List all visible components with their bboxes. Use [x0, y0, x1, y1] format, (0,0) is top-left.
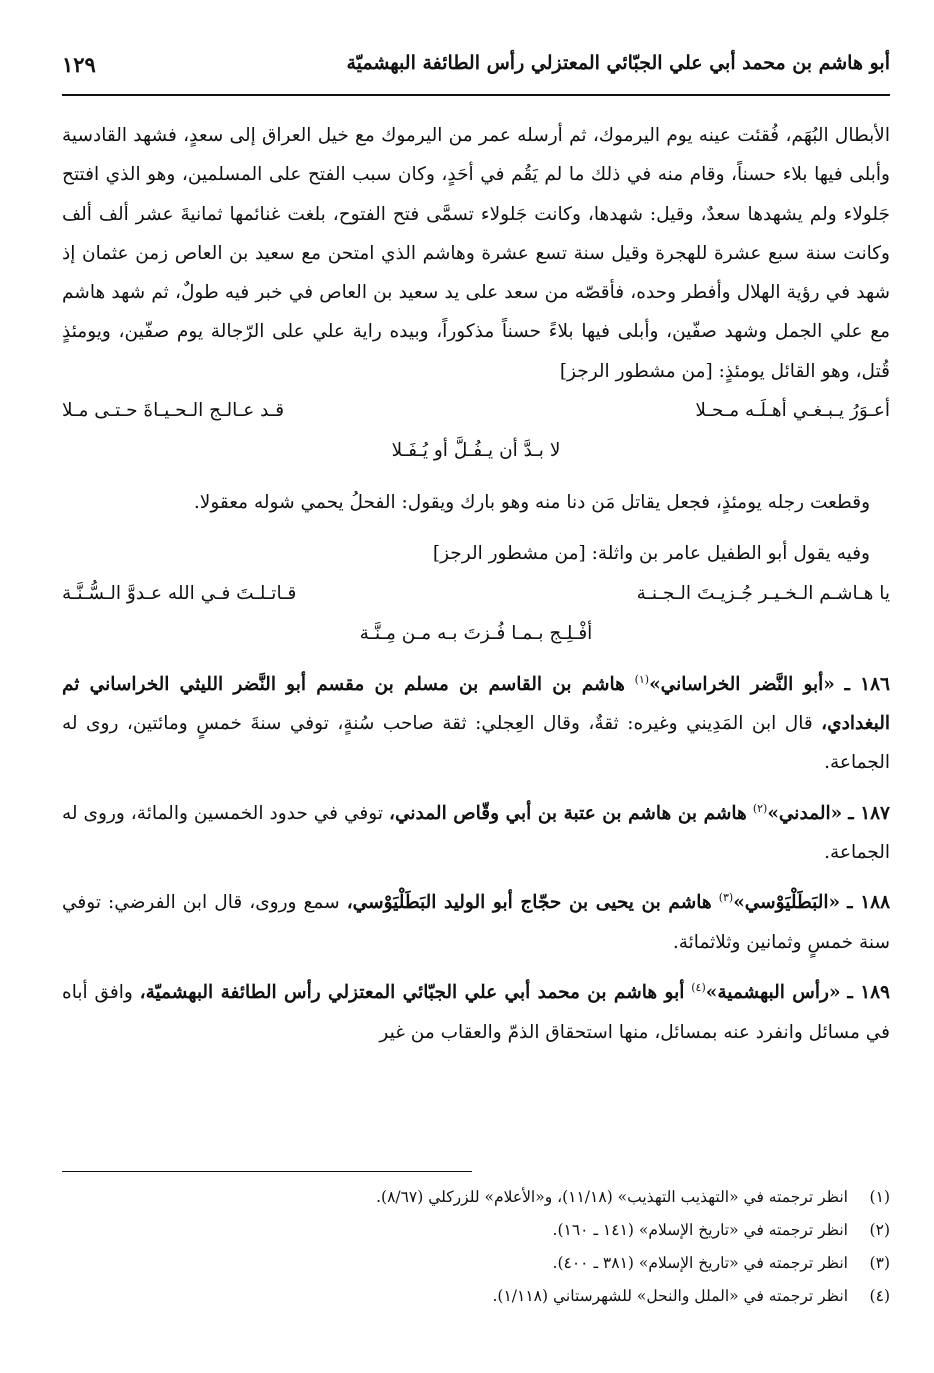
footnote-text: انظر ترجمته في «التهذيب التهذيب» (١١/١٨)، و«الأعلام» للزركلي (٨/٦٧). [376, 1188, 848, 1206]
footnote [62, 1280, 890, 1313]
footnote-rule [62, 1171, 472, 1172]
biography-entry [62, 789, 890, 873]
footnote-text: انظر ترجمته في «الملل والنحل» للشهرستاني (١/١١٨). [492, 1287, 848, 1305]
footnote-number: (١) [869, 1188, 890, 1206]
biography-entry [62, 878, 890, 962]
entry-text: سمع وروى، قال ابن الفرضي: توفي سنة خمسٍ وثمانين وثلاثمائة. [62, 892, 890, 953]
verse-hemistich: قـد عـالـج الـحـيـاةَ حـتـى مـلا [62, 400, 285, 422]
entry-number: ١٨٩ ـ [847, 982, 890, 1004]
entry-number: ١٨٦ ـ [844, 673, 890, 695]
verse-line: أفْـلِـج بـمـا فُـزتَ بـه مـن مِـنَّـة [359, 622, 593, 644]
footnote-text: انظر ترجمته في «تاريخ الإسلام» (٣٨١ ـ ٤٠٠). [552, 1254, 848, 1272]
running-title: أبو هاشم بن محمد أبي علي الجبّائي المعتزلي رأس الطائفة البهشميّة [346, 52, 890, 74]
footnotes [62, 1181, 890, 1313]
paragraph: وفيه يقول أبو الطفيل عامر بن واثلة: [من مشطور الرجز] [432, 543, 870, 565]
header-rule [62, 94, 890, 96]
entry-name: أبو هاشم بن محمد أبي علي الجبّائي المعتزلي رأس الطائفة البهشميّة، [139, 982, 685, 1004]
verse-hemistich: قـاتـلـتَ فـي الله عـدوَّ الـسُّـنَّـة [62, 582, 297, 604]
entry-number: ١٨٨ ـ [847, 892, 891, 914]
biography-entry [62, 660, 890, 783]
entry-title: «المدني» [767, 802, 843, 824]
footnote-ref[interactable]: (٣) [718, 891, 734, 905]
verse-line [62, 574, 890, 614]
verse-line: لا بـدَّ أن يـفُـلَّ أو يُـفَـلا [391, 440, 561, 462]
footnote-text: انظر ترجمته في «تاريخ الإسلام» (١٤١ ـ ١٦٠). [552, 1221, 848, 1239]
main-text [62, 116, 890, 1052]
verse-hemistich: يا هـاشـم الـخـيـر جُـزيـتَ الـجـنـة [636, 582, 890, 604]
entry-name: هاشم بن يحيى بن حجّاج أبو الوليد البَطَلْيَوْسي، [346, 892, 712, 914]
footnote-ref[interactable]: (٢) [752, 801, 768, 815]
footnote-ref[interactable]: (٤) [691, 981, 706, 995]
entry-title: «أبو النَّضر الخراساني» [649, 673, 835, 695]
entry-title: «رأس البهشمية» [705, 982, 841, 1004]
footnote-number: (٤) [869, 1287, 890, 1305]
verse-hemistich: أعـوَرُ يـبـغـي أهـلَـه مـحـلا [695, 400, 890, 422]
footnote-number: (٢) [869, 1221, 890, 1239]
footnote-ref[interactable]: (١) [634, 672, 650, 686]
entry-text: وافق أباه في مسائل وانفرد عنه بمسائل، منها استحقاق الذمّ والعقاب من غير [62, 982, 890, 1043]
entry-name: هاشم بن هاشم بن عتبة بن أبي وقّاص المدني، [388, 802, 747, 824]
paragraph: الأبطال البُهَم، فُقئت عينه يوم اليرموك، ثم أرسله عمر من اليرموك مع خيل العراق إلى سعدٍ، فشهد القادسية وأبلى فيها بلاء حسناً، وقام منه في ذلك ما لم يَقُم في أحَدٍ، وكان سبب الفتح على المسلمين، وهو الذي افتتح جَلولاء ولم يشهدها سعدٌ، وقيل: شهدها، وكانت جَلولاء تسمَّى فتح الفتوح، بلغت غنائمها ثمانيةَ عشر ألف ألف وكانت سنة سبع عشرة للهجرة وقيل سنة تسع عشرة وهاشم الذي امتحن مع سعيد بن العاص زمن عثمان إذ شهد في رؤية الهلال وأفطر وحده، فأقصّه من سعد على يد سعيد بن العاص في خبر فيه طولٌ، ثم شهد هاشم مع علي الجمل وشهد صفّين، وأبلى فيها بلاءً حسناً مذكوراً، وبيده راية علي على الرّجالة يوم صفّين، ويومئذٍ قُتل، وهو القائل يومئذٍ: [من مشطور الرجز] [62, 125, 891, 382]
biography-entry [62, 968, 890, 1052]
footnote [62, 1247, 890, 1280]
verse-line [62, 391, 890, 431]
entry-text: توفي في حدود الخمسين والمائة، وروى له الجماعة. [62, 802, 890, 864]
entry-name: هاشم بن القاسم بن مسلم بن مقسم أبو النَّضر الليثي الخراساني ثم البغدادي، [62, 673, 890, 735]
footnote [62, 1181, 890, 1214]
footnote-number: (٣) [869, 1254, 890, 1272]
page-header [62, 52, 890, 88]
paragraph: وقطعت رجله يومئذٍ، فجعل يقاتل مَن دنا منه وهو بارك ويقول: الفحلُ يحمي شوله معقولا. [193, 492, 870, 514]
entry-text: قال ابن المَدِيني وغيره: ثقةٌ، وقال العِجلي: ثقة صاحب سُنةٍ، توفي سنةَ خمسٍ ومائتين، روى له الجماعة. [62, 713, 890, 774]
entry-title: «البَطَلْيَوْسي» [733, 892, 841, 914]
book-page [62, 38, 890, 1338]
page-number: ١٢٩ [62, 52, 96, 77]
footnote [62, 1214, 890, 1247]
entry-number: ١٨٧ ـ [848, 802, 890, 824]
